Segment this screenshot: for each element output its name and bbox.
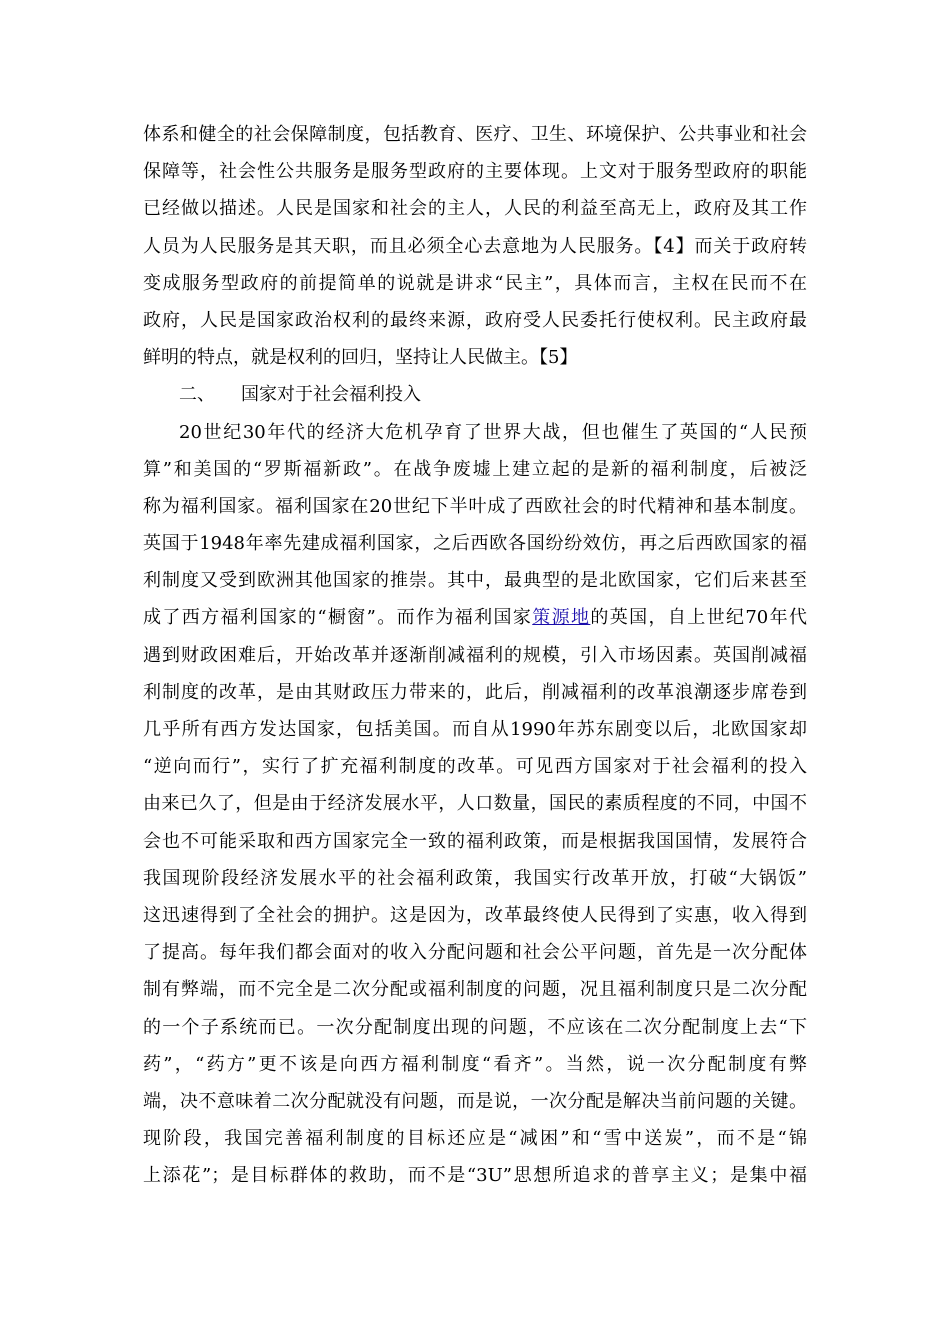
text-line: “逆向而行”，实行了扩充福利制度的改革。可见西方国家对于社会福利的投入 [143,756,807,778]
text-line: 几乎所有西方发达国家，包括美国。而自从1990年苏东剧变以后，北欧国家却 [143,719,807,740]
text-line-with-link [143,599,807,636]
text-line: 遇到财政困难后，开始改革并逐渐削减福利的规模，引入市场因素。英国削减福 [143,644,807,666]
paragraph-2 [143,414,807,1195]
text-line: 端，决不意味着二次分配就没有问题，而是说，一次分配是解决当前问题的关键。 [143,1090,807,1112]
paragraph-1 [143,116,807,376]
text-line: 利制度又受到欧洲其他国家的推崇。其中，最典型的是北欧国家，它们后来甚至 [143,570,807,592]
text-line: 利制度的改革，是由其财政压力带来的，此后，削减福利的改革浪潮逐步席卷到 [143,681,807,703]
section-number: 二、 [179,384,215,406]
text-line: 20世纪30年代的经济大危机孕育了世界大战，但也催生了英国的“人民预 [179,421,807,443]
text-line: 体系和健全的社会保障制度，包括教育、医疗、卫生、环境保护、公共事业和社会 [143,124,807,145]
text-line: 这迅速得到了全社会的拥护。这是因为，改革最终使人民得到了实惠，收入得到 [143,904,807,926]
text-line: 鲜明的特点，就是权利的回归，坚持让人民做主。【5】 [143,347,578,369]
text-line: 由来已久了，但是由于经济发展水平，人口数量，国民的素质程度的不同，中国不 [143,793,807,815]
text-segment: 的英国，自上世纪70年代 [590,607,807,629]
text-line: 药”，“药方”更不该是向西方福利制度“看齐”。当然，说一次分配制度有弊 [143,1053,807,1075]
text-line: 制有弊端，而不完全是二次分配或福利制度的问题，况且福利制度只是二次分配 [143,979,807,1001]
text-segment: 成了西方福利国家的“橱窗”。而作为福利国家 [143,607,533,629]
text-line: 了提高。每年我们都会面对的收入分配问题和社会公平问题，首先是一次分配体 [143,942,807,964]
text-line: 算”和美国的“罗斯福新政”。在战争废墟上建立起的是新的福利制度，后被泛 [143,458,807,480]
text-line: 保障等，社会性公共服务是服务型政府的主要体现。上文对于服务型政府的职能 [143,161,807,183]
text-line: 上添花”；是目标群体的救助，而不是“3U”思想所追求的普享主义；是集中福 [143,1165,807,1187]
text-line: 称为福利国家。福利国家在20世纪下半叶成了西欧社会的时代精神和基本制度。 [143,495,807,517]
text-line: 现阶段，我国完善福利制度的目标还应是“减困”和“雪中送炭”，而不是“锦 [143,1128,807,1150]
text-line: 变成服务型政府的前提简单的说就是讲求“民主”，具体而言，主权在民而不在 [143,272,807,294]
text-line: 的一个子系统而已。一次分配制度出现的问题，不应该在二次分配制度上去“下 [143,1016,807,1038]
text-line: 我国现阶段经济发展水平的社会福利政策，我国实行改革开放，打破“大锅饭” [143,867,807,889]
section-title: 国家对于社会福利投入 [241,384,421,406]
document-page [143,116,807,1194]
source-place-link[interactable]: 策源地 [532,607,591,629]
text-line: 会也不可能采取和西方国家完全一致的福利政策，而是根据我国国情，发展符合 [143,830,807,852]
text-line: 人员为人民服务是其天职，而且必须全心去意地为人民服务。【4】而关于政府转 [143,235,807,257]
section-heading [143,376,807,413]
text-line: 政府，人民是国家政治权利的最终来源，政府受人民委托行使权利。民主政府最 [143,309,807,331]
text-line: 已经做以描述。人民是国家和社会的主人，人民的利益至高无上，政府及其工作 [143,198,807,220]
text-line: 英国于1948年率先建成福利国家，之后西欧各国纷纷效仿，再之后西欧国家的福 [143,533,807,555]
